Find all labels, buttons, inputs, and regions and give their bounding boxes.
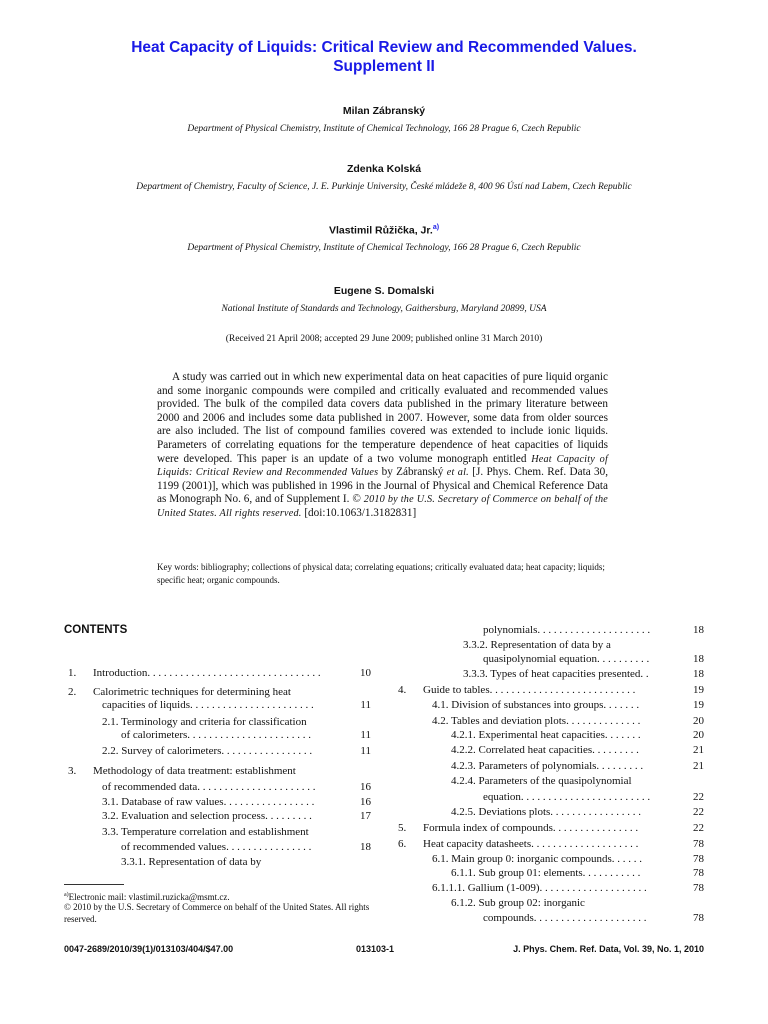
abstract-part-2: [J. Phys. Chem. Ref. Data 30, 1199 (2001)], which was published in 1996 in the Journal of Physical and Chemical Reference Data as Monograph No. 6, and of Supplement I. © [157,466,608,506]
toc-entry-number: 2. [68,686,77,698]
footnote-email-text: Electronic mail: vlastimil.ruzicka@msmt.cz. [68,892,230,902]
toc-entry-label: 6.1. Main group 0: inorganic compounds. . . . . . [432,853,642,865]
toc-entry-label: 3.3.3. Types of heat capacities presented. . [463,668,649,680]
toc-entry-label: polynomials. . . . . . . . . . . . . . . . . . . . . [483,624,651,636]
abstract-part-1: A study was carried out in which new experimental data on heat capacities of pure liquid organic and some inorganic compounds were compiled and critically evaluated and recommended values provided. The bulk of the compiled data covers data published in the primary literature between 2000 and 2006 and includes some data published in 2007. However, some data from older sources are also included. The list of compound families covered was extended to include ionic liquids. Parameters of correlating equations for the temperature dependence of heat capacities of liquids were developed. This paper is an update of a two volume monograph entitled [157,371,608,465]
received-dates: (Received 21 April 2008; accepted 29 June 2009; published online 31 March 2010) [225,334,543,344]
toc-entry-label: of recommended values. . . . . . . . . . . . . . . . [121,841,312,853]
footer-journal: J. Phys. Chem. Ref. Data, Vol. 39, No. 1, 2010 [513,944,704,954]
toc-entry-label: 6.1.1.1. Gallium (1-009). . . . . . . . . . . . . . . . . . . . [432,882,647,894]
affiliation-3: Department of Physical Chemistry, Institute of Chemical Technology, 166 28 Prague 6, Czech Republic [187,243,581,253]
toc-entry-page: 78 [693,838,704,850]
toc-entry-number: 1. [68,667,77,679]
toc-entry-label: capacities of liquids. . . . . . . . . . . . . . . . . . . . . . . [102,699,314,711]
contents-heading: CONTENTS [64,624,128,636]
toc-entry-label: 3.2. Evaluation and selection process. . . . . . . . . [102,810,312,822]
toc-entry-label: 4.2.3. Parameters of polynomials. . . . . . . . . [451,760,644,772]
toc-entry-label: of recommended data. . . . . . . . . . . . . . . . . . . . . . [102,781,316,793]
footnote-mark: a) [64,892,69,898]
toc-entry-label: 4.2.2. Correlated heat capacities. . . . . . . . . [451,744,639,756]
toc-entry-label: 6.1.1. Sub group 01: elements. . . . . . . . . . . [451,867,641,879]
toc-entry-page: 18 [693,624,704,636]
footer-page-id: 013103-1 [356,944,395,954]
toc-entry-label: equation. . . . . . . . . . . . . . . . . . . . . . . . [483,791,651,803]
toc-entry-label: Guide to tables. . . . . . . . . . . . . . . . . . . . . . . . . . . [423,684,636,696]
author-3-name: Vlastimil Růžička, Jr. [328,224,433,237]
toc-entry-label: 4.2.1. Experimental heat capacities. . . . . . . [451,729,641,741]
toc-entry-page: 18 [693,668,704,680]
toc-entry-page: 22 [693,822,704,834]
toc-entry-label: compounds. . . . . . . . . . . . . . . . . . . . . [483,912,647,924]
toc-entry-page: 78 [693,853,704,865]
footnote-rule [64,884,124,885]
toc-entry-page: 10 [360,667,371,679]
author-3 [0,224,768,237]
affiliation-1: Department of Physical Chemistry, Institute of Chemical Technology, 166 28 Prague 6, Czech Republic [187,124,581,134]
keywords: Key words: bibliography; collections of physical data; correlating equations; critically evaluated data; heat capacity; liquids; specific heat; organic compounds. [157,562,605,585]
title-line-2: Supplement II [333,58,435,75]
toc-entry-page: 20 [693,715,704,727]
toc-entry-page: 11 [360,699,371,711]
toc-entry-number: 3. [68,765,77,777]
author-3-mark: a) [432,224,440,231]
toc-entry-label: Introduction. . . . . . . . . . . . . . . . . . . . . . . . . . . . . . . . [93,667,321,679]
abstract-monograph-title: Heat Capacity of Liquids: Critical Review and Recommended Values [157,453,609,479]
toc-entry-label: 3.1. Database of raw values. . . . . . . . . . . . . . . . . [102,796,315,808]
toc-entry-label: quasipolynomial equation. . . . . . . . . . [483,653,650,665]
toc-entry-page: 18 [360,841,371,853]
toc-entry-page: 78 [693,867,704,879]
author-1: Milan Zábranský [342,105,426,117]
toc-entry-number: 6. [398,838,407,850]
toc-entry-page: 21 [693,744,704,756]
toc-entry-label: 2.1. Terminology and criteria for classification [102,716,307,728]
toc-entry-page: 19 [693,699,704,711]
toc-entry-page: 11 [360,745,371,757]
toc-entry-page: 22 [693,791,704,803]
toc-entry-page: 78 [693,882,704,894]
abstract-doi: [doi:10.1063/1.3182831] [304,506,417,519]
toc-entry-page: 22 [693,806,704,818]
toc-entry-page: 16 [360,796,371,808]
affiliation-4: National Institute of Standards and Technology, Gaithersburg, Maryland 20899, USA [221,304,547,314]
toc-entry-page: 17 [360,810,371,822]
toc-entry-page: 18 [693,653,704,665]
abstract-copyright: 2010 by the U.S. Secretary of Commerce on behalf of the United States. All rights reserved. [157,494,609,519]
toc-entry-label: of calorimeters. . . . . . . . . . . . . . . . . . . . . . . [121,729,312,741]
toc-entry-label: 3.3.1. Representation of data by [121,856,262,868]
toc-entry-label: Heat capacity datasheets. . . . . . . . . . . . . . . . . . . . [423,838,639,850]
footnote-copyright: © 2010 by the U.S. Secretary of Commerce on behalf of the United States. All rights reserved. [64,902,370,924]
toc-entry-label: Methodology of data treatment: establishment [93,765,296,777]
paper-title [0,38,768,76]
abstract-etal: et al. [446,467,469,479]
toc-entry-label: 4.1. Division of substances into groups. . . . . . . [432,699,640,711]
toc-entry-label: 3.3. Temperature correlation and establishment [102,826,309,838]
author-2: Zdenka Kolská [346,163,422,175]
abstract [157,371,608,521]
toc-entry-label: 2.2. Survey of calorimeters. . . . . . . . . . . . . . . . . [102,745,313,757]
toc-entry-page: 21 [693,760,704,772]
toc-entry-label: 6.1.2. Sub group 02: inorganic [451,897,585,909]
toc-entry-page: 19 [693,684,704,696]
toc-entry-label: 4.2.5. Deviations plots. . . . . . . . . . . . . . . . . [451,806,642,818]
toc-entry-label: 3.3.2. Representation of data by a [463,639,611,651]
toc-entry-page: 78 [693,912,704,924]
footer-code: 0047-2689/2010/39(1)/013103/404/$47.00 [64,944,234,954]
title-line-1: Heat Capacity of Liquids: Critical Review and Recommended Values. [131,39,637,56]
toc-entry-label: 4.2.4. Parameters of the quasipolynomial [451,775,632,787]
toc-entry-number: 4. [398,684,407,696]
toc-entry-page: 11 [360,729,371,741]
toc-entry-page: 16 [360,781,371,793]
toc-entry-label: Calorimetric techniques for determining heat [93,686,291,698]
toc-entry-page: 20 [693,729,704,741]
author-4: Eugene S. Domalski [333,285,435,297]
toc-entry-label: Formula index of compounds. . . . . . . . . . . . . . . . [423,822,639,834]
abstract-by: by Zábranský [381,466,444,479]
toc-entry-label: 4.2. Tables and deviation plots. . . . . . . . . . . . . . [432,715,641,727]
affiliation-2: Department of Chemistry, Faculty of Science, J. E. Purkinje University, České mládeže 8, 400 96 Ústí nad Labem, Czech Republic [136,182,632,192]
toc-entry-number: 5. [398,822,407,834]
